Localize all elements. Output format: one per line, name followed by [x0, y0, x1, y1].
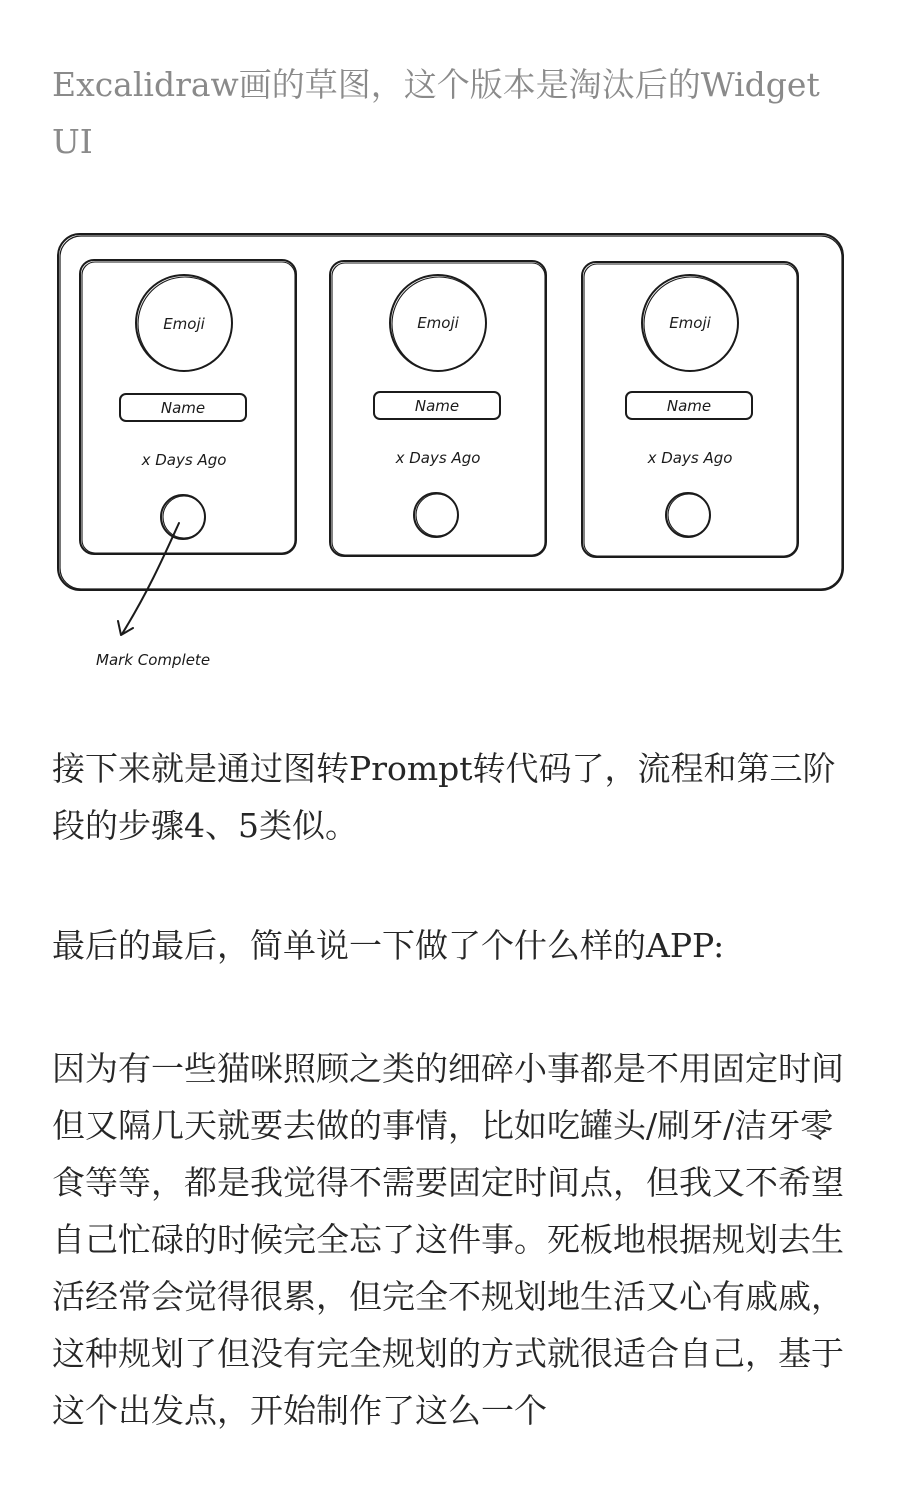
- paragraph-3: 因为有一些猫咪照顾之类的细碎小事都是不用固定时间但又隔几天就要去做的事情，比如吃罐头/刷牙/洁牙零食等等，都是我觉得不需要固定时间点，但我又不希望自己忙碌的时候完全忘了这件事。死板地根据规划去生活经常会觉得很累，但完全不规划地生活又心有戚戚，这种规划了但没有完全规划的方式就很适合自己，基于这个出发点，开始制作了这么一个: [52, 1049, 844, 1430]
- card-2-emoji-label: Emoji: [417, 314, 459, 332]
- mark-complete-arrow: [122, 523, 179, 634]
- card-1-name-label: Name: [160, 399, 206, 417]
- card-3-emoji-label: Emoji: [669, 314, 711, 332]
- card-1-days-label: x Days Ago: [141, 451, 227, 469]
- widget-sketch-drawing: [52, 226, 852, 678]
- paragraph-2: 最后的最后，简单说一下做了个什么样的APP:: [52, 926, 725, 965]
- card-3-name-label: Name: [666, 397, 712, 415]
- image-caption: Excalidraw画的草图，这个版本是淘汰后的Widget UI: [52, 65, 820, 161]
- card-3-days-label: x Days Ago: [647, 449, 733, 467]
- card-2-name-label: Name: [414, 397, 460, 415]
- mark-complete-label: Mark Complete: [96, 651, 211, 669]
- widget-sketch: [52, 226, 852, 678]
- card-2-days-label: x Days Ago: [395, 449, 481, 467]
- paragraph-1: 接下来就是通过图转Prompt转代码了，流程和第三阶段的步骤4、5类似。: [52, 749, 836, 845]
- card-1-emoji-label: Emoji: [163, 315, 205, 333]
